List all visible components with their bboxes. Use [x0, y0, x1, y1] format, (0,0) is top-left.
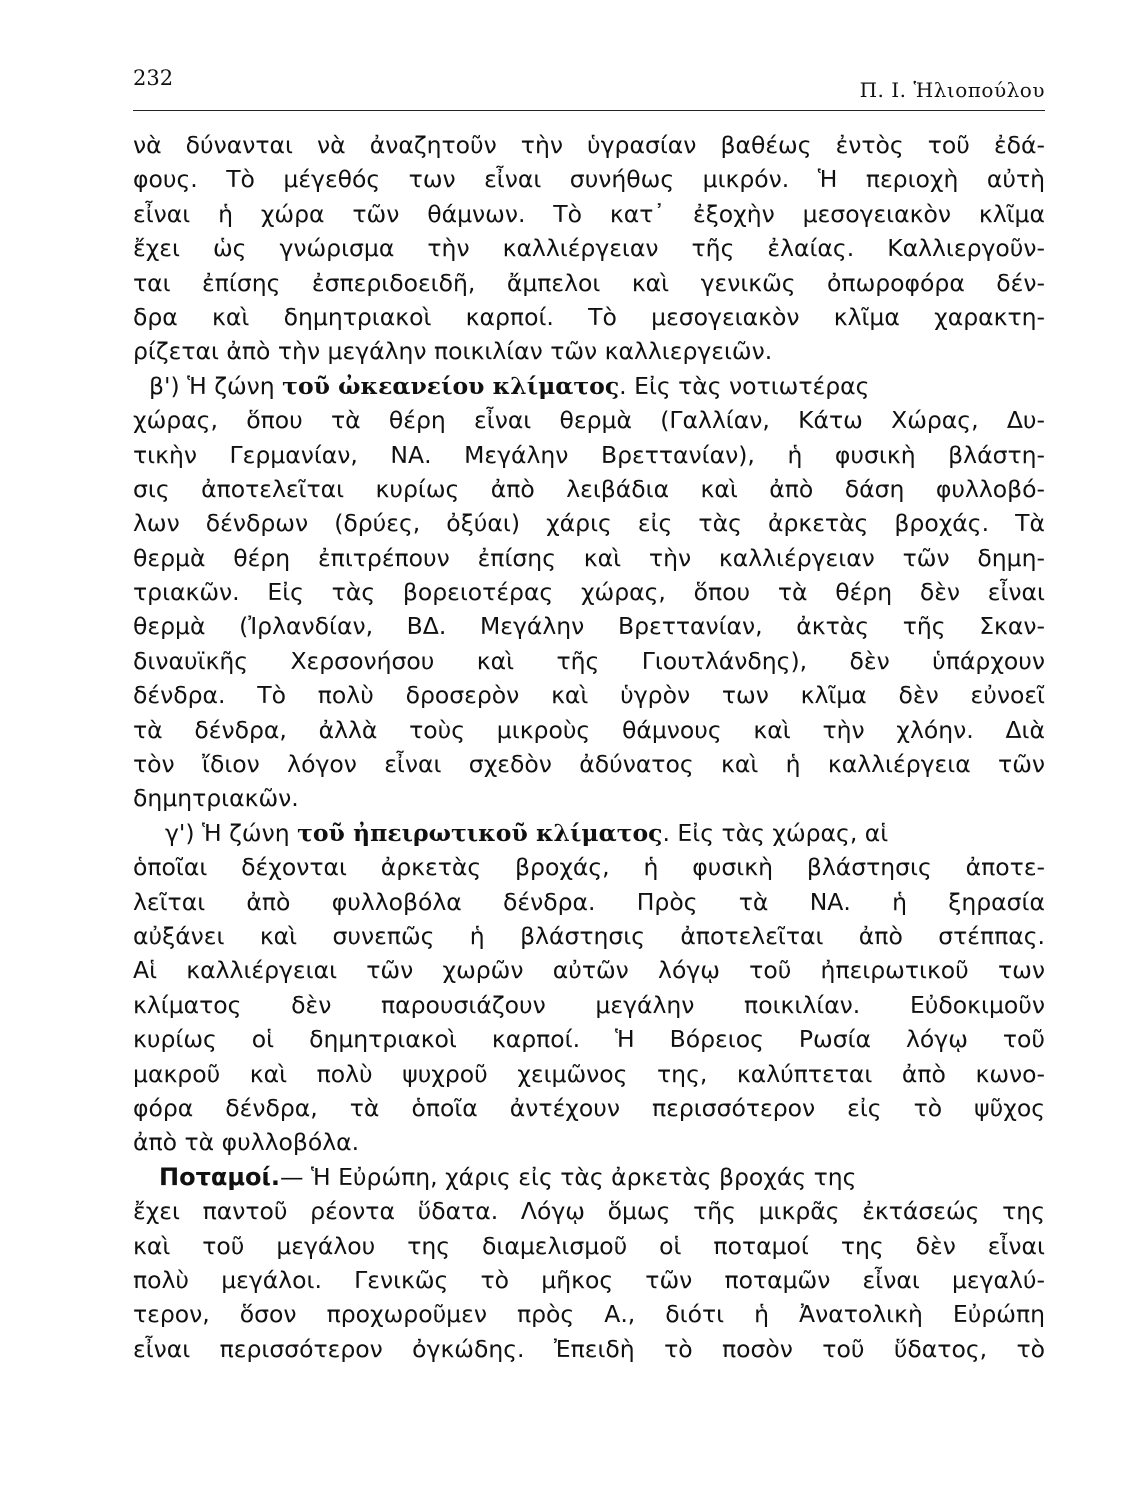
text-line: φόρα δένδρα, τὰ ὁποῖα ἀντέχουν περισσότερον εἰς τὸ ψῦχος: [133, 1093, 1045, 1122]
text-line: δημητριακῶν.: [133, 784, 299, 813]
text-line: αὐξάνει καὶ συνεπῶς ἡ βλάστησις ἀποτελεῖται ἀπὸ στέππας.: [133, 921, 1045, 950]
rivers-dash: —: [280, 1162, 311, 1191]
page-header: [133, 62, 1045, 116]
text-line: κλίματος δὲν παρουσιάζουν μεγάλην ποικιλίαν. Εὐδοκιμοῦν: [133, 990, 1045, 1019]
section-c-lead: . Εἰς τὰς χώρας, αἱ: [662, 818, 889, 847]
text-line: κυρίως οἱ δημητριακοὶ καρποί. Ἡ Βόρειος Ρωσία λόγῳ τοῦ: [133, 1025, 1045, 1054]
text-line: ὁποῖαι δέχονται ἀρκετὰς βροχάς, ἡ φυσικὴ βλάστησις ἀποτε-: [133, 853, 1045, 882]
section-b-title: τοῦ ὠκεανείου κλίματος: [282, 371, 620, 400]
rivers-lead: Ἡ Εὐρώπη, χάρις εἰς τὰς ἀρκετὰς βροχάς της: [310, 1162, 857, 1191]
text-line: σις ἀποτελεῖται κυρίως ἀπὸ λειβάδια καὶ ἀπὸ δάση φυλλοβό-: [133, 474, 1045, 503]
text-line: ἀπὸ τὰ φυλλοβόλα.: [133, 1128, 360, 1157]
header-rule: [133, 110, 1045, 111]
section-c-first-line: [133, 816, 1045, 850]
text-line: Αἱ καλλιέργειαι τῶν χωρῶν αὐτῶν λόγῳ τοῦ ἠπειρωτικοῦ των: [133, 956, 1045, 985]
text-line: εἶναι περισσότερον ὀγκώδης. Ἐπειδὴ τὸ ποσὸν τοῦ ὕδατος, τὸ: [133, 1334, 1045, 1363]
text-line: τριακῶν. Εἰς τὰς βορειοτέρας χώρας, ὅπου τὰ θέρη δὲν εἶναι: [133, 578, 1045, 607]
text-line: μακροῦ καὶ πολὺ ψυχροῦ χειμῶνος της, καλύπτεται ἀπὸ κωνο-: [133, 1059, 1045, 1088]
rivers-heading: Ποταμοί.: [159, 1162, 280, 1191]
section-c-label: γ') Ἡ ζώνη: [165, 818, 298, 847]
text-line: ἔχει ὡς γνώρισμα τὴν καλλιέργειαν τῆς ἐλαίας. Καλλιεργοῦν-: [133, 234, 1045, 263]
text-line: θερμὰ (Ἰρλανδίαν, ΒΔ. Μεγάλην Βρεττανίαν, ἀκτὰς τῆς Σκαν-: [133, 612, 1045, 641]
text-line: τερον, ὅσον προχωροῦμεν πρὸς Α., διότι ἡ Ἀνατολικὴ Εὐρώπη: [133, 1300, 1045, 1329]
body-text: [133, 128, 1045, 1366]
text-line: χώρας, ὅπου τὰ θέρη εἶναι θερμὰ (Γαλλίαν, Κάτω Χώρας, Δυ-: [133, 406, 1045, 435]
text-line: τικὴν Γερμανίαν, ΝΑ. Μεγάλην Βρεττανίαν), ἡ φυσικὴ βλάστη-: [133, 440, 1045, 469]
section-b-lead: . Εἰς τὰς νοτιωτέρας: [619, 371, 870, 400]
text-line: ἔχει παντοῦ ρέοντα ὕδατα. Λόγῳ ὅμως τῆς μικρᾶς ἐκτάσεώς της: [133, 1197, 1045, 1226]
running-head: Π. Ι. Ἡλιοπούλου: [859, 78, 1045, 102]
text-line: θερμὰ θέρη ἐπιτρέπουν ἐπίσης καὶ τὴν καλλιέργειαν τῶν δημη-: [133, 543, 1045, 572]
text-line: πολὺ μεγάλοι. Γενικῶς τὸ μῆκος τῶν ποταμῶν εἶναι μεγαλύ-: [133, 1265, 1045, 1294]
text-line: τὰ δένδρα, ἀλλὰ τοὺς μικροὺς θάμνους καὶ τὴν χλόην. Διὰ: [133, 715, 1045, 744]
text-line: τὸν ἴδιον λόγον εἶναι σχεδὸν ἀδύνατος καὶ ἡ καλλιέργεια τῶν: [133, 750, 1045, 779]
text-line: φους. Τὸ μέγεθός των εἶναι συνήθως μικρόν. Ἡ περιοχὴ αὐτὴ: [133, 165, 1045, 194]
text-line: νὰ δύνανται νὰ ἀναζητοῦν τὴν ὑγρασίαν βαθέως ἐντὸς τοῦ ἐδά-: [133, 131, 1045, 159]
text-line: λων δένδρων (δρύες, ὀξύαι) χάρις εἰς τὰς ἀρκετὰς βροχάς. Τὰ: [133, 509, 1045, 538]
text-line: εἶναι ἡ χώρα τῶν θάμνων. Τὸ κατ᾽ ἐξοχὴν μεσογειακὸν κλῖμα: [133, 199, 1045, 228]
text-line: ρίζεται ἀπὸ τὴν μεγάλην ποικιλίαν τῶν καλλιεργειῶν.: [133, 337, 773, 366]
text-line: ται ἐπίσης ἐσπεριδοειδῆ, ἄμπελοι καὶ γενικῶς ὀπωροφόρα δέν-: [133, 268, 1045, 297]
text-line: δένδρα. Τὸ πολὺ δροσερὸν καὶ ὑγρὸν των κλῖμα δὲν εὐνοεῖ: [133, 681, 1045, 710]
section-b-label: β') Ἡ ζώνη: [149, 371, 283, 400]
section-c-title: τοῦ ἠπειρωτικοῦ κλίματος: [297, 818, 663, 847]
section-b-first-line: [133, 369, 1045, 403]
text-line: δρα καὶ δημητριακοὶ καρποί. Τὸ μεσογειακὸν κλῖμα χαρακτη-: [133, 302, 1045, 331]
text-line: λεῖται ἀπὸ φυλλοβόλα δένδρα. Πρὸς τὰ ΝΑ. ἡ ξηρασία: [133, 887, 1045, 916]
page-number: 232: [133, 66, 174, 90]
text-line: διναυϊκῆς Χερσονήσου καὶ τῆς Γιουτλάνδης), δὲν ὑπάρχουν: [133, 646, 1045, 675]
text-line: καὶ τοῦ μεγάλου της διαμελισμοῦ οἱ ποταμοί της δὲν εἶναι: [133, 1231, 1045, 1260]
rivers-first-line: [133, 1160, 1045, 1194]
